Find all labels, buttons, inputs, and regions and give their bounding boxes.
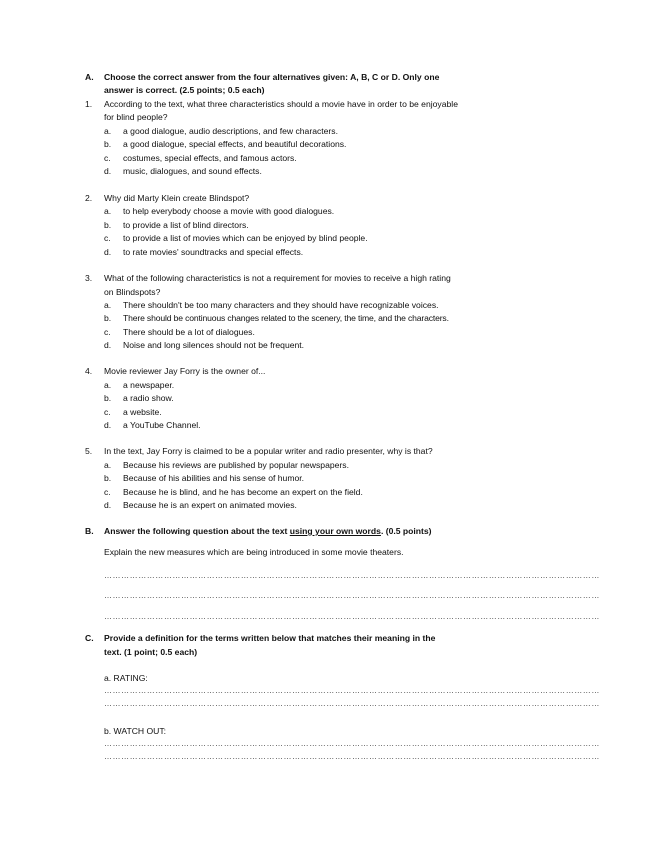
- question-3-text-line1: What of the following characteristics is not a requirement for movies to receive a high rating: [104, 273, 451, 283]
- q3-option-b: There should be continuous changes related to the scenery, the time, and the characters.: [123, 313, 449, 323]
- question-2-number: 2.: [85, 193, 93, 203]
- q3-option-b-letter: b.: [104, 313, 112, 323]
- term-watch-out-label: b. WATCH OUT:: [104, 726, 167, 736]
- q3-option-d-letter: d.: [104, 340, 112, 350]
- section-a-instruction-line1: Choose the correct answer from the four alternatives given: A, B, C or D. Only one: [104, 72, 440, 82]
- question-1-number: 1.: [85, 99, 93, 109]
- question-5-number: 5.: [85, 446, 93, 456]
- q1-option-c-letter: c.: [104, 153, 111, 163]
- q2-option-a: to help everybody choose a movie with good dialogues.: [123, 206, 335, 216]
- q4-option-c-letter: c.: [104, 407, 111, 417]
- section-b-prompt: Explain the new measures which are being introduced in some movie theaters.: [104, 547, 404, 557]
- section-c-letter: C.: [85, 633, 94, 643]
- section-b-instruction: [104, 525, 432, 538]
- q1-option-b-letter: b.: [104, 139, 112, 149]
- q3-option-c: There should be a lot of dialogues.: [123, 327, 255, 337]
- question-4-number: 4.: [85, 366, 93, 376]
- section-b-instruction-pre: Answer the following question about the text: [104, 526, 290, 536]
- question-1-text-line1: According to the text, what three characteristics should a movie have in order to be enjoyable: [104, 99, 458, 109]
- q4-option-b-letter: b.: [104, 393, 112, 403]
- q1-option-d-letter: d.: [104, 166, 112, 176]
- q2-option-c: to provide a list of movies which can be enjoyed by blind people.: [123, 233, 368, 243]
- q5-option-a-letter: a.: [104, 460, 112, 470]
- answer-line-c1-2[interactable]: …………………………………………………………………………………………………………………………………………………………: [104, 699, 600, 708]
- q3-option-d: Noise and long silences should not be frequent.: [123, 340, 305, 350]
- q5-option-b: Because of his abilities and his sense of humor.: [123, 473, 305, 483]
- q5-option-d: Because he is an expert on animated movies.: [123, 500, 297, 510]
- question-3-number: 3.: [85, 273, 93, 283]
- section-a-instruction-line2: answer is correct. (2.5 points; 0.5 each): [104, 85, 265, 95]
- section-a-letter: A.: [85, 72, 94, 82]
- question-1-text-line2: for blind people?: [104, 112, 168, 122]
- q5-option-a: Because his reviews are published by popular newspapers.: [123, 460, 349, 470]
- section-c-instruction-line2: text. (1 point; 0.5 each): [104, 647, 198, 657]
- q1-option-b: a good dialogue, special effects, and beautiful decorations.: [123, 139, 347, 149]
- q5-option-b-letter: b.: [104, 473, 112, 483]
- question-5-text-line1: In the text, Jay Forry is claimed to be a popular writer and radio presenter, why is that?: [104, 446, 433, 456]
- q1-option-d: music, dialogues, and sound effects.: [123, 166, 262, 176]
- answer-line-c2-1[interactable]: …………………………………………………………………………………………………………………………………………………………: [104, 739, 600, 748]
- question-4-text-line1: Movie reviewer Jay Forry is the owner of...: [104, 366, 266, 376]
- answer-line-c2-2[interactable]: …………………………………………………………………………………………………………………………………………………………: [104, 752, 600, 761]
- section-b-letter: B.: [85, 526, 94, 536]
- q3-option-a: There shouldn't be too many characters and they should have recognizable voices.: [123, 300, 439, 310]
- answer-line-c1-1[interactable]: …………………………………………………………………………………………………………………………………………………………: [104, 686, 600, 695]
- q4-option-d: a YouTube Channel.: [123, 420, 201, 430]
- section-c-instruction-line1: Provide a definition for the terms written below that matches their meaning in the: [104, 633, 436, 643]
- q2-option-a-letter: a.: [104, 206, 112, 216]
- q2-option-b: to provide a list of blind directors.: [123, 220, 249, 230]
- question-2-text-line1: Why did Marty Klein create Blindspot?: [104, 193, 250, 203]
- q5-option-c: Because he is blind, and he has become an expert on the field.: [123, 487, 363, 497]
- answer-line-b2[interactable]: …………………………………………………………………………………………………………………………………………………………: [104, 591, 600, 600]
- answer-line-b3[interactable]: …………………………………………………………………………………………………………………………………………………………: [104, 612, 600, 621]
- q2-option-b-letter: b.: [104, 220, 112, 230]
- q3-option-a-letter: a.: [104, 300, 112, 310]
- q4-option-c: a website.: [123, 407, 162, 417]
- q2-option-d: to rate movies' soundtracks and special effects.: [123, 247, 304, 257]
- q1-option-a: a good dialogue, audio descriptions, and few characters.: [123, 126, 338, 136]
- q4-option-a: a newspaper.: [123, 380, 175, 390]
- q5-option-d-letter: d.: [104, 500, 112, 510]
- question-3-text-line2: on Blindspots?: [104, 287, 161, 297]
- section-b-instruction-post: . (0.5 points): [380, 526, 432, 536]
- q4-option-b: a radio show.: [123, 393, 174, 403]
- q1-option-a-letter: a.: [104, 126, 112, 136]
- answer-line-b1[interactable]: …………………………………………………………………………………………………………………………………………………………: [104, 571, 600, 580]
- q2-option-c-letter: c.: [104, 233, 111, 243]
- q4-option-d-letter: d.: [104, 420, 112, 430]
- q5-option-c-letter: c.: [104, 487, 111, 497]
- term-rating-label: a. RATING:: [104, 673, 148, 683]
- q3-option-c-letter: c.: [104, 327, 111, 337]
- section-b-instruction-underlined: using your own words: [289, 526, 381, 536]
- q2-option-d-letter: d.: [104, 247, 112, 257]
- q1-option-c: costumes, special effects, and famous actors.: [123, 153, 297, 163]
- q4-option-a-letter: a.: [104, 380, 112, 390]
